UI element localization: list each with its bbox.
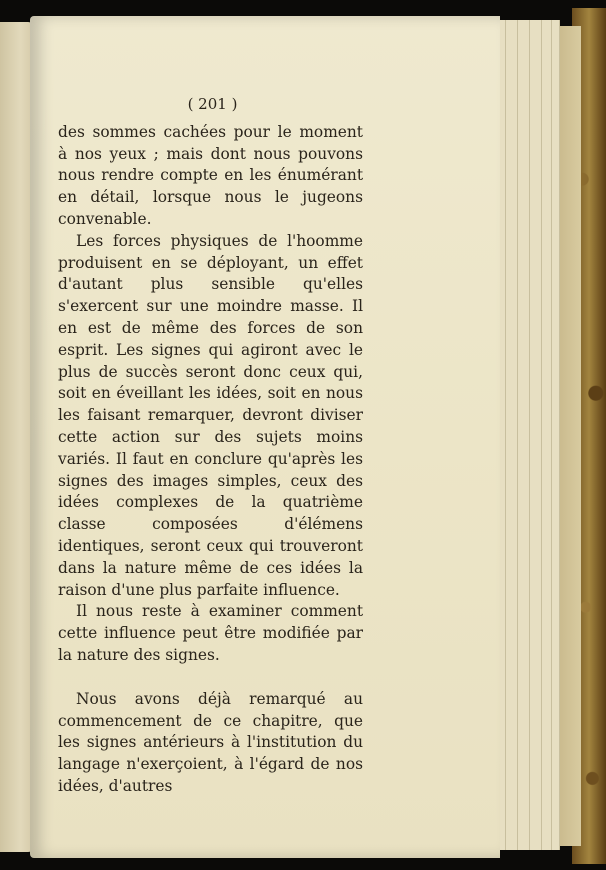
facing-page-edge [0,22,34,852]
paragraph: Il nous reste à examiner comment cette influence peut être modifiée par la nature des signes. [58,602,363,664]
page-number: ( 201 ) [187,95,238,113]
page-text [58,94,363,798]
paragraph: des sommes cachées pour le moment à nos yeux ; mais dont nous pouvons nous rendre compte en les énumérant en détail, lorsque nous le jugeons convenable. [58,122,363,228]
paragraph: Les forces physiques de l'hoomme produisent en se déployant, un effet d'autant plus sensible qu'elles s'exercent sur une moindre masse. Il en est de même des forces de son esprit. Les signes qui agiront avec le plus de succès seront donc ceux qui, soit en éveillant les idées, soit en nous les faisant remarquer, devront diviser cette action sur des sujets moins variés. Il faut en conclure qu'après les signes des images simples, ceux des idées complexes de la quatrième classe composées d'élémens identiques, seront ceux qui trouveront dans la nature même de ces idées la raison d'une plus parfaite influence. [58,231,363,599]
paragraph: Nous avons déjà remarqué au commencement de ce chapitre, que les signes antérieurs à l'institution du langage n'exerçoient, à l'égard de nos idées, d'autres [58,689,363,795]
